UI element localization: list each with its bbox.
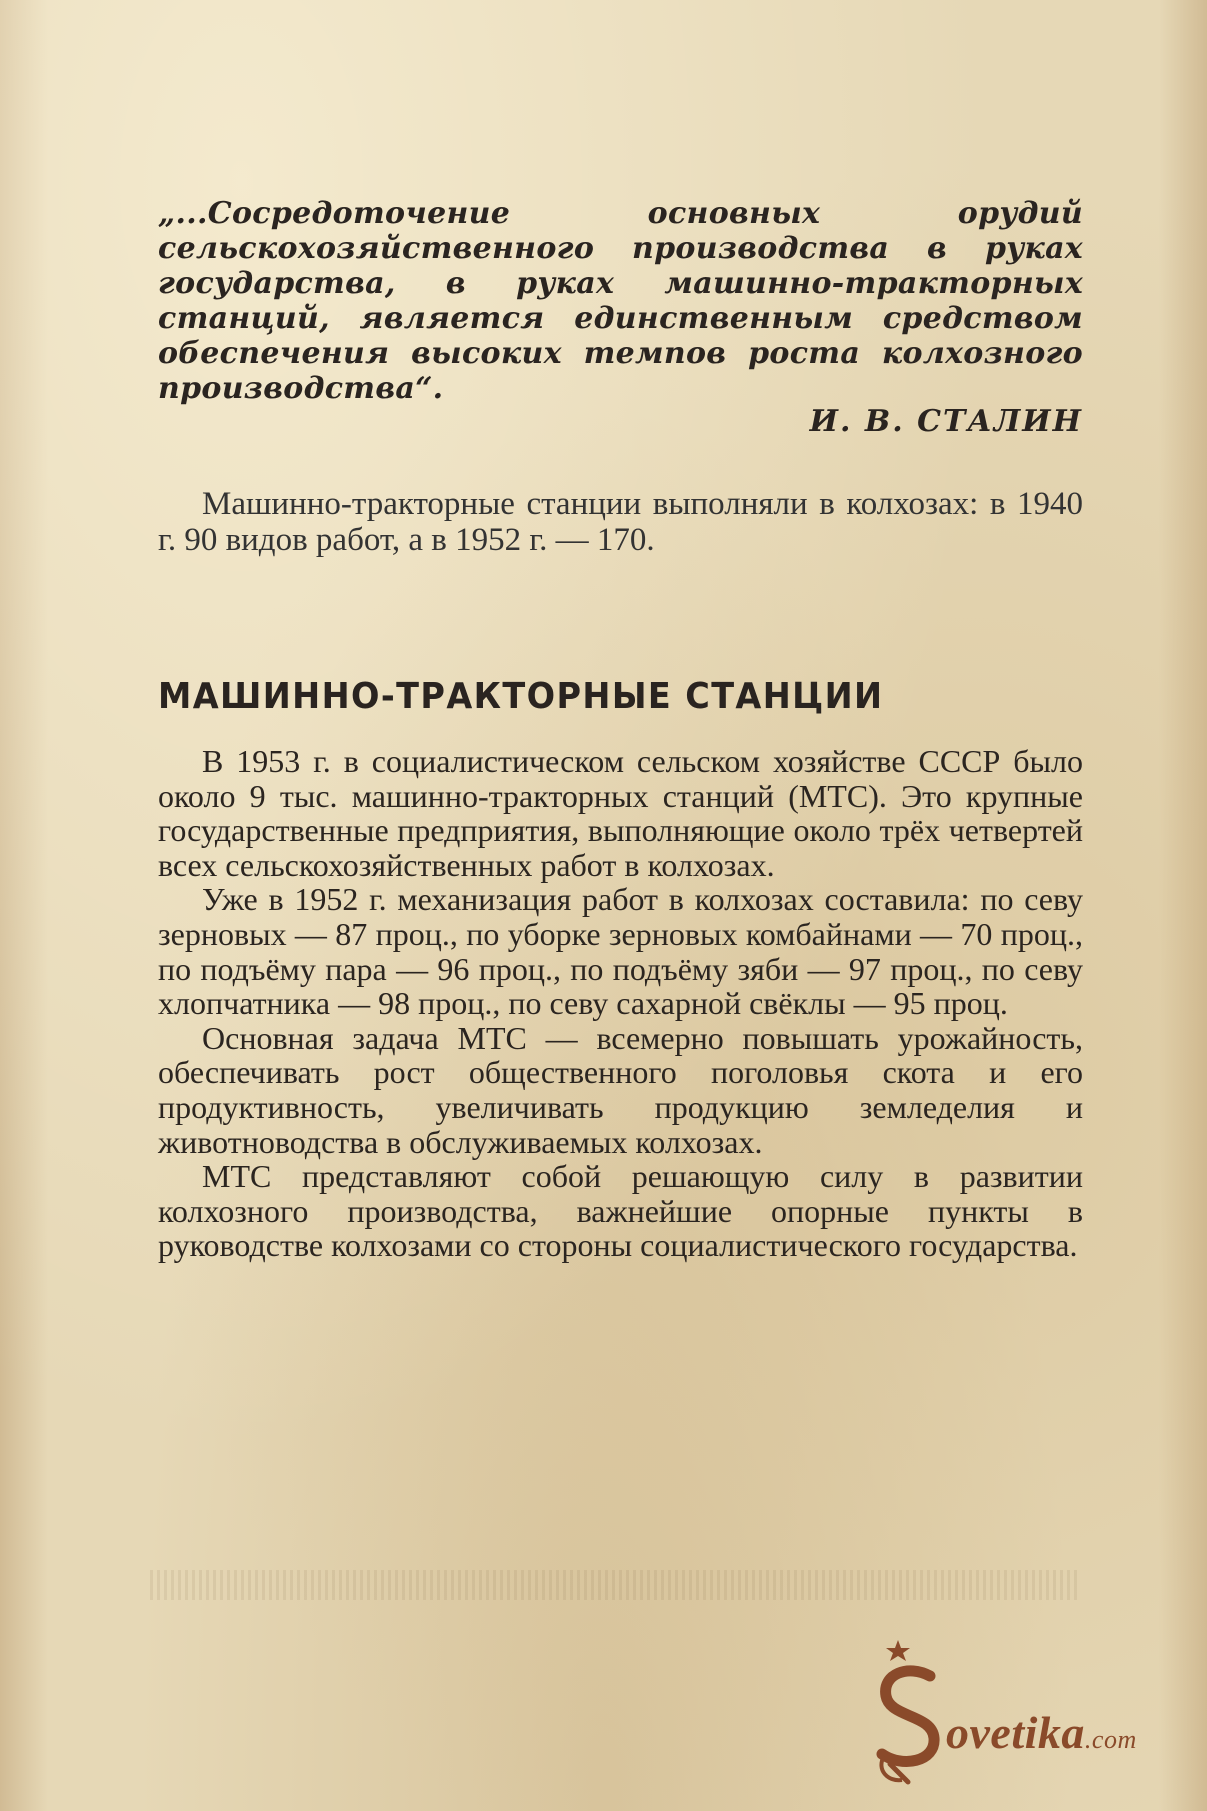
article-paragraph: Уже в 1952 г. механизация работ в колхозах составила: по севу зерновых — 87 проц., по уборке зерновых комбайнами — 70 проц., по подъёму пара — 96 проц., по подъёму зяби — 97 проц., по севу хлопчатника — 98 проц., по севу сахарной свёклы — 95 проц. — [158, 881, 1083, 1022]
intro-note — [158, 486, 1083, 558]
article-paragraph: Основная задача МТС — всемерно повышать урожайность, обеспечивать рост общественного поголовья скота и его продуктивность, увеличивать продукцию земледелия и животноводства в обслуживаемых колхозах. — [158, 1019, 1083, 1160]
watermark-text — [946, 1706, 1137, 1759]
intro-note-text: Машинно-тракторные станции выполняли в колхозах: в 1940 г. 90 видов работ, а в 1952 г. — 170. — [158, 486, 1083, 558]
watermark-domain: .com — [1084, 1725, 1137, 1754]
section-heading: МАШИННО-ТРАКТОРНЫЕ СТАНЦИИ — [158, 676, 884, 717]
article-paragraph: В 1953 г. в социалистическом сельском хозяйстве СССР было около 9 тыс. машинно-тракторных станций (МТС). Это крупные государственные предприятия, выполняющие около трёх четвертей всех сельскохозяйственных работ в колхозах. — [158, 743, 1083, 883]
print-offset-strip — [150, 1570, 1080, 1600]
article-body — [158, 744, 1083, 1263]
article-paragraph: МТС представляют собой решающую силу в развитии колхозного производства, важнейшие опорные пункты в руководстве колхозами со стороны социалистического государства. — [158, 1158, 1083, 1264]
epigraph-author: И. В. СТАЛИН — [809, 404, 1083, 439]
sovetika-watermark — [868, 1636, 1188, 1786]
watermark-brand: ovetika — [946, 1707, 1085, 1758]
epigraph-quote: „...Сосредоточение основных орудий сельскохозяйственного производства в руках государства, в руках машинно-тракторных станций, является единственным средством обеспечения высоких темпов роста колхозного производства“. — [158, 196, 1083, 406]
